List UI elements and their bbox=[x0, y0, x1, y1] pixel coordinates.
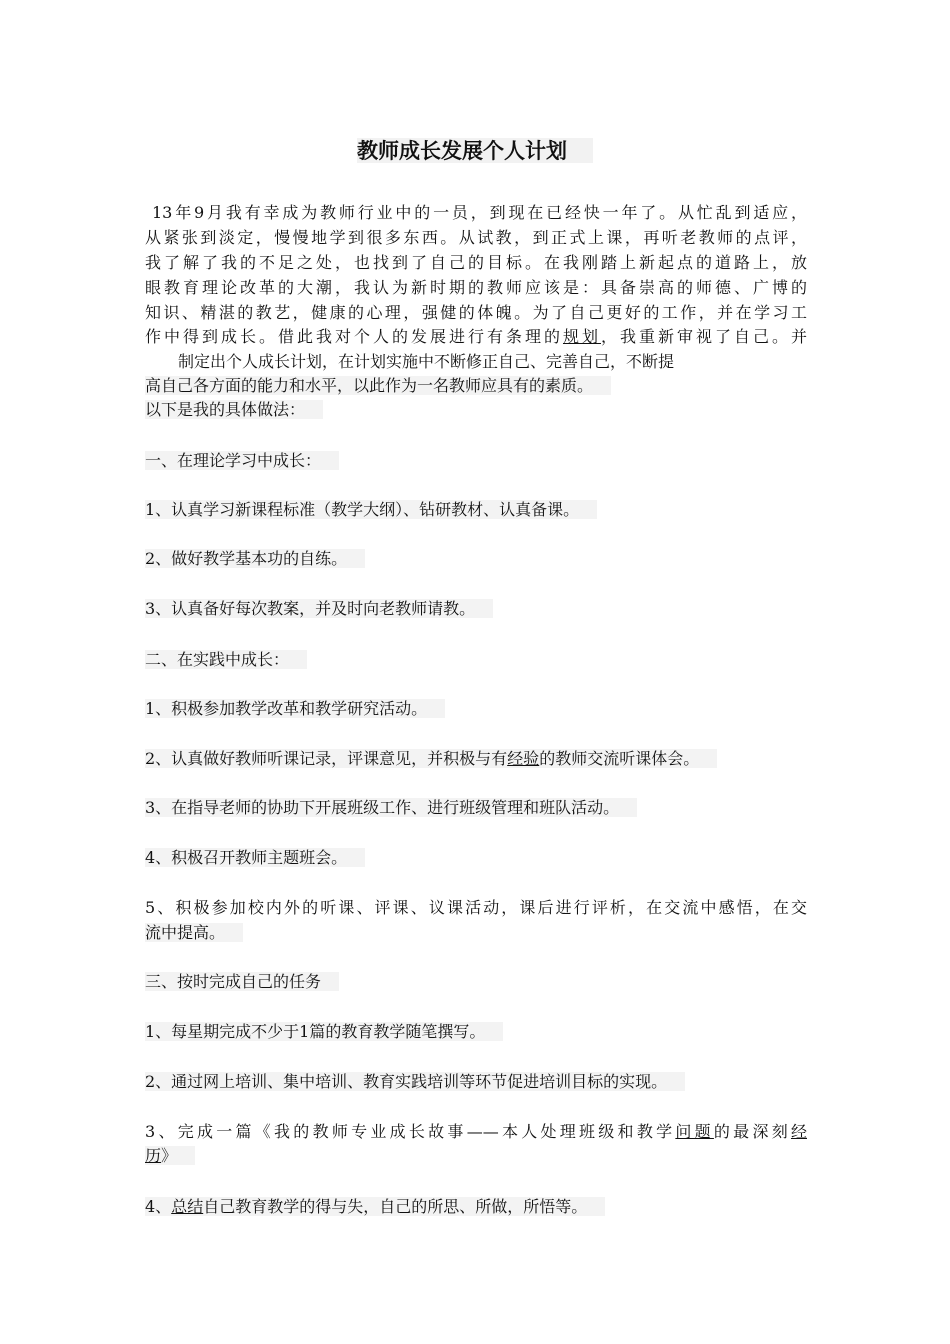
section-3-item-3-line-1 bbox=[145, 1121, 807, 1143]
intro-line-8-text: 高自己各方面的能力和水平，以此作为一名教师应具有的素质。 bbox=[145, 376, 611, 395]
intro-line-8 bbox=[145, 375, 611, 397]
section-3-item-2-text: 2、通过网上培训、集中培训、教育实践培训等环节促进培训目标的实现。 bbox=[145, 1072, 685, 1091]
section-3-item-3-c: 》 bbox=[161, 1146, 178, 1165]
document-title bbox=[0, 137, 950, 165]
section-3-item-4 bbox=[145, 1196, 605, 1218]
intro-line-4: 眼教育理论改革的大潮，我认为新时期的教师应该是：具备崇高的师德、广博的 bbox=[145, 278, 807, 297]
section-3-item-4-prefix: 4、 bbox=[145, 1197, 172, 1216]
section-2-item-4-text: 4、积极召开教师主题班会。 bbox=[145, 848, 365, 867]
section-1-item-2 bbox=[145, 548, 365, 570]
section-1-item-1-text: 1、认真学习新课程标准（教学大纲）、钻研教材、认真备课。 bbox=[145, 500, 597, 519]
intro-line-6-a: 作中得到成长。借此我对个人的发展进行有条理的 bbox=[145, 327, 563, 346]
section-3-heading bbox=[145, 971, 339, 993]
section-2-heading-text: 二、在实践中成长： bbox=[145, 650, 307, 669]
section-2-item-2-a: 2、认真做好教师听课记录，评课意见，并积极与有 bbox=[145, 749, 508, 768]
section-3-item-2 bbox=[145, 1071, 685, 1093]
link-zongjie[interactable]: 总结 bbox=[171, 1197, 204, 1216]
section-2-item-5-line-1: 5、积极参加校内外的听课、评课、议课活动，课后进行评析，在交流中感悟，在交 bbox=[145, 898, 807, 917]
intro-line-9-text: 以下是我的具体做法： bbox=[145, 400, 323, 419]
section-1-item-3-text: 3、认真备好每次教案，并及时向老教师请教。 bbox=[145, 599, 493, 618]
intro-line-6-b: ，我重新审视了自己。并 bbox=[600, 327, 807, 346]
link-guihua[interactable]: 规划 bbox=[562, 327, 601, 346]
section-2-item-3-text: 3、在指导老师的协助下开展班级工作、进行班级管理和班队活动。 bbox=[145, 798, 637, 817]
section-3-item-4-b: 自己教育教学的得与失，自己的所思、所做，所悟等。 bbox=[203, 1197, 588, 1216]
section-2-item-2-b: 的教师交流听课体会。 bbox=[539, 749, 700, 768]
section-3-heading-text: 三、按时完成自己的任务 bbox=[145, 972, 339, 991]
link-wenti[interactable]: 问题 bbox=[675, 1122, 714, 1141]
section-3-item-1 bbox=[145, 1021, 503, 1043]
section-2-item-2 bbox=[145, 748, 717, 770]
section-2-item-1-text: 1、积极参加教学改革和教学研究活动。 bbox=[145, 699, 445, 718]
section-1-item-3 bbox=[145, 598, 493, 620]
section-2-item-1 bbox=[145, 698, 445, 720]
intro-line-2: 从紧张到淡定，慢慢地学到很多东西。从试教，到正式上课，再听老教师的点评， bbox=[145, 228, 807, 247]
intro-line-3: 我了解了我的不足之处，也找到了自己的目标。在我刚踏上新起点的道路上，放 bbox=[145, 253, 807, 272]
link-jingli-part-2[interactable]: 历 bbox=[145, 1146, 162, 1165]
intro-line-6 bbox=[145, 326, 807, 348]
section-2-item-4 bbox=[145, 847, 365, 869]
intro-line-9 bbox=[145, 399, 323, 421]
intro-line-5: 知识、精湛的教艺，健康的心理，强健的体魄。为了自己更好的工作，并在学习工 bbox=[145, 303, 807, 322]
section-3-item-3-b: 的最深刻 bbox=[713, 1122, 791, 1141]
section-3-item-1-text: 1、每星期完成不少于1篇的教育教学随笔撰写。 bbox=[145, 1022, 503, 1041]
section-1-item-2-text: 2、做好教学基本功的自练。 bbox=[145, 549, 365, 568]
section-2-item-5-line-2 bbox=[145, 922, 243, 944]
section-1-item-1 bbox=[145, 499, 597, 521]
section-2-item-5-line-2-text: 流中提高。 bbox=[145, 923, 243, 942]
intro-line-7: 制定出个人成长计划，在计划实施中不断修正自己、完善自己，不断提 bbox=[178, 352, 675, 371]
section-2-item-3 bbox=[145, 797, 637, 819]
section-3-item-3-a: 3、完成一篇《我的教师专业成长故事——本人处理班级和教学 bbox=[145, 1122, 676, 1141]
section-1-heading bbox=[145, 450, 339, 472]
section-3-item-3-line-2 bbox=[145, 1145, 195, 1167]
intro-line-1: 13年9月我有幸成为教师行业中的一员，到现在已经快一年了。从忙乱到适应， bbox=[152, 203, 807, 222]
section-1-heading-text: 一、在理论学习中成长： bbox=[145, 451, 339, 470]
section-2-heading bbox=[145, 649, 307, 671]
link-jingli-part-1[interactable]: 经 bbox=[790, 1122, 807, 1141]
title-text: 教师成长发展个人计划 bbox=[357, 138, 593, 163]
link-jingyan[interactable]: 经验 bbox=[507, 749, 540, 768]
